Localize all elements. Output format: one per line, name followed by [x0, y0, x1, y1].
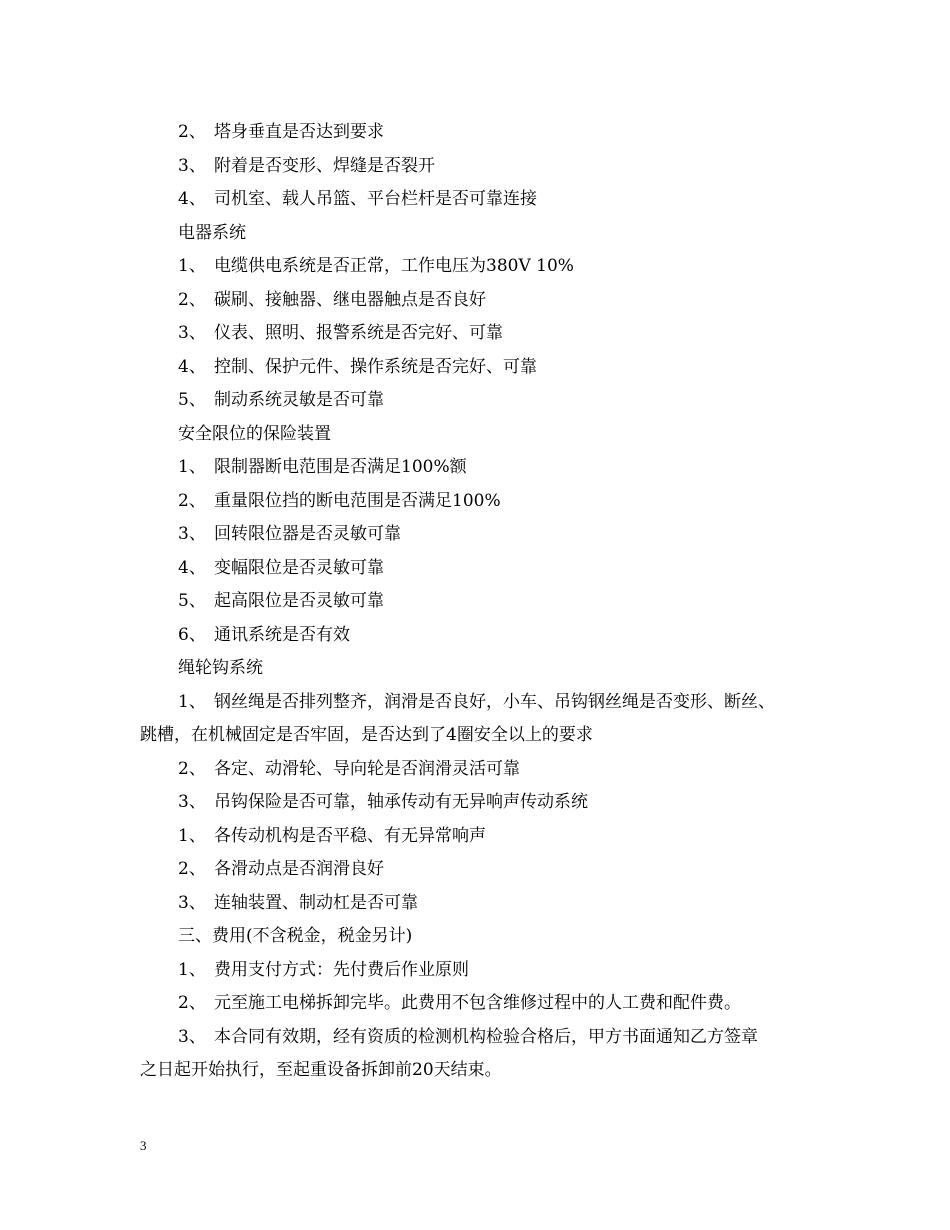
item-number: 3、 [178, 892, 206, 913]
list-item [140, 317, 840, 351]
document-body [140, 116, 840, 1088]
item-number: 5、 [178, 591, 206, 611]
item-number: 2、 [178, 122, 206, 142]
item-number: 1、 [178, 959, 206, 980]
item-text: 制动系统灵敏是否可靠 [214, 390, 384, 410]
item-number: 6、 [178, 624, 206, 645]
item-text: 起高限位是否灵敏可靠 [214, 591, 384, 611]
item-text: 碳刷、接触器、继电器触点是否良好 [214, 289, 486, 310]
list-item [140, 451, 840, 485]
item-text: 各传动机构是否平稳、有无异常响声 [214, 825, 486, 846]
item-number: 4、 [178, 557, 206, 578]
item-number: 1、 [178, 825, 206, 846]
continuation-line [140, 1054, 840, 1088]
list-item [140, 518, 840, 552]
list-item [140, 954, 840, 988]
item-number: 3、 [178, 155, 206, 176]
list-item [140, 786, 840, 820]
list-item [140, 284, 840, 318]
item-text: 仪表、照明、报警系统是否完好、可靠 [214, 323, 503, 343]
item-number: 3、 [178, 524, 206, 544]
list-item [140, 384, 840, 418]
section-heading [140, 418, 840, 452]
item-number: 2、 [178, 490, 206, 511]
item-text: 变幅限位是否灵敏可靠 [214, 557, 384, 578]
item-text: 各滑动点是否润滑良好 [214, 859, 384, 879]
list-item [140, 150, 840, 184]
item-text: 重量限位挡的断电范围是否满足100% [214, 490, 501, 511]
list-item [140, 116, 840, 150]
section-heading [140, 217, 840, 251]
item-number: 3、 [178, 1026, 206, 1047]
list-item [140, 853, 840, 887]
list-item [140, 485, 840, 519]
item-number: 2、 [178, 758, 206, 779]
line-text: 之日起开始执行，至起重设备拆卸前20天结束。 [140, 1060, 502, 1080]
item-text: 限制器断电范围是否满足100%额 [214, 457, 467, 477]
list-item [140, 987, 840, 1021]
item-text: 回转限位器是否灵敏可靠 [214, 524, 401, 544]
list-item [140, 552, 840, 586]
item-text: 连轴装置、制动杠是否可靠 [214, 892, 418, 913]
item-number: 3、 [178, 792, 206, 812]
list-item [140, 619, 840, 653]
heading-text: 安全限位的保险装置 [178, 423, 331, 444]
list-item [140, 351, 840, 385]
heading-text: 三、费用(不含税金，税金另计) [178, 926, 413, 946]
item-text: 司机室、载人吊篮、平台栏杆是否可靠连接 [214, 189, 537, 209]
item-number: 3、 [178, 323, 206, 343]
page-number: 3 [140, 1138, 147, 1153]
list-item [140, 753, 840, 787]
list-item [140, 820, 840, 854]
item-text: 钢丝绳是否排列整齐，润滑是否良好，小车、吊钩钢丝绳是否变形、断丝、 [214, 691, 775, 712]
list-item [140, 250, 840, 284]
continuation-line [140, 719, 840, 753]
list-item [140, 1021, 840, 1055]
item-number: 1、 [178, 691, 206, 712]
section-heading [140, 652, 840, 686]
heading-text: 电器系统 [178, 222, 246, 243]
item-number: 2、 [178, 289, 206, 310]
list-item [140, 887, 840, 921]
item-text: 各定、动滑轮、导向轮是否润滑灵活可靠 [214, 758, 520, 779]
item-number: 1、 [178, 256, 206, 276]
item-text: 控制、保护元件、操作系统是否完好、可靠 [214, 356, 537, 377]
item-number: 4、 [178, 356, 206, 377]
item-text: 元至施工电梯拆卸完毕。此费用不包含维修过程中的人工费和配件费。 [214, 993, 741, 1013]
item-text: 塔身垂直是否达到要求 [214, 122, 384, 142]
item-text: 本合同有效期，经有资质的检测机构检验合格后，甲方书面通知乙方签章 [214, 1026, 758, 1047]
list-item [140, 183, 840, 217]
item-text: 吊钩保险是否可靠，轴承传动有无异响声传动系统 [214, 792, 588, 812]
item-number: 2、 [178, 859, 206, 879]
line-text: 跳槽，在机械固定是否牢固，是否达到了4圈安全以上的要求 [140, 725, 593, 745]
list-item [140, 686, 840, 720]
heading-text: 绳轮钩系统 [178, 658, 263, 678]
section-heading [140, 920, 840, 954]
item-number: 4、 [178, 189, 206, 209]
item-number: 2、 [178, 993, 206, 1013]
list-item [140, 585, 840, 619]
item-number: 5、 [178, 390, 206, 410]
item-text: 电缆供电系统是否正常，工作电压为380V 10% [214, 256, 574, 276]
item-text: 附着是否变形、焊缝是否裂开 [214, 155, 435, 176]
item-text: 费用支付方式：先付费后作业原则 [214, 959, 469, 980]
item-text: 通讯系统是否有效 [214, 624, 350, 645]
item-number: 1、 [178, 457, 206, 477]
